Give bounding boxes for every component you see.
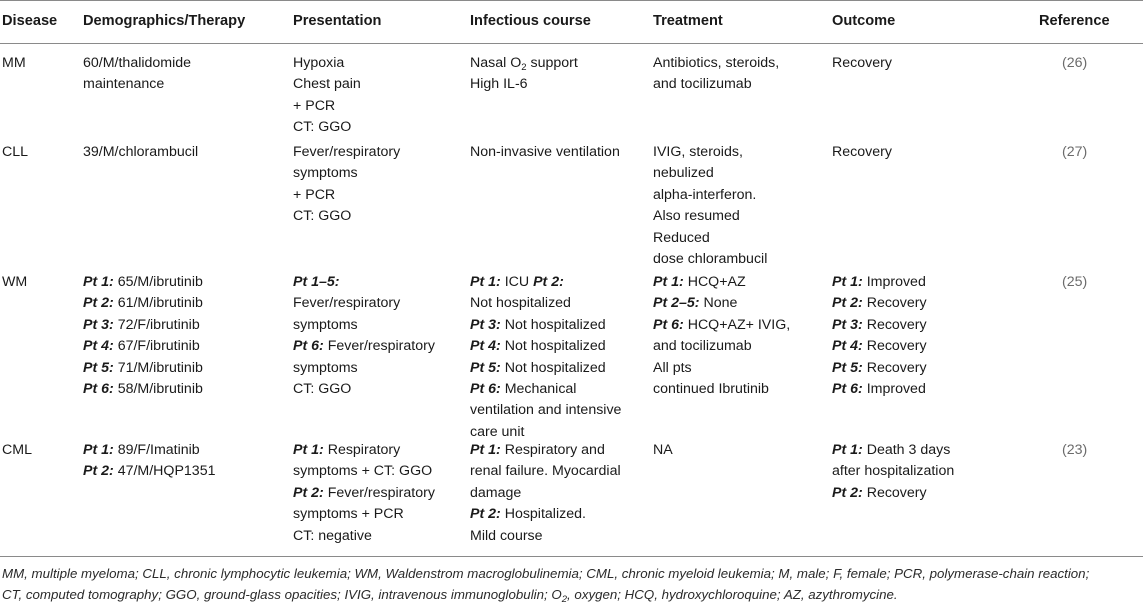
- patient-label: Pt 3:: [832, 316, 863, 333]
- cell-line: [83, 53, 191, 74]
- cell-line: [293, 117, 361, 138]
- cell-line: [653, 358, 790, 379]
- cell-line: [832, 379, 927, 400]
- patient-label: Pt 1:: [832, 442, 863, 458]
- patient-label: Pt 3:: [470, 316, 501, 333]
- header-infectious-course: Infectious course: [470, 13, 591, 29]
- cell-line: [83, 293, 203, 314]
- cell-text: maintenance: [83, 76, 165, 93]
- cell-line: [293, 272, 435, 293]
- table-cell-presentation: [293, 272, 435, 400]
- cell-text: 2: [521, 62, 527, 73]
- cell-line: [83, 440, 215, 461]
- table-cell-course: [470, 272, 621, 443]
- patient-label: Pt 2:: [832, 295, 863, 312]
- cell-text: damage: [470, 484, 522, 501]
- cell-line: [470, 315, 621, 336]
- cell-line: [83, 142, 198, 163]
- patient-label: Pt 2:: [533, 274, 564, 290]
- cell-text: CT: negative: [293, 527, 372, 544]
- cell-text: ventilation and intensive: [470, 402, 622, 419]
- patient-label: Pt 4:: [832, 338, 863, 355]
- cell-text: CT: GGO: [293, 381, 352, 398]
- cell-line: [470, 504, 621, 525]
- patient-label: Pt 6:: [832, 381, 863, 398]
- cell-text: 71/M/ibrutinib: [113, 359, 203, 376]
- cell-text: Not hospitalized: [470, 295, 571, 312]
- table-cell-outcome: [832, 440, 954, 504]
- cell-line: [470, 74, 578, 95]
- header-reference: Reference: [1039, 13, 1110, 29]
- cell-line: [293, 74, 361, 95]
- cell-line: [470, 293, 621, 314]
- cell-text: Not hospitalized: [500, 316, 606, 333]
- cell-text: and tocilizumab: [653, 338, 752, 355]
- cell-line: [293, 53, 361, 74]
- cell-text: Fever/respiratory: [323, 484, 435, 501]
- cell-text: nebulized: [653, 165, 714, 182]
- cell-line: [470, 336, 621, 357]
- cell-text: High IL-6: [470, 76, 528, 93]
- cell-text: Non-invasive ventilation: [470, 144, 620, 160]
- cell-line: [832, 142, 892, 163]
- cell-line: [653, 336, 790, 357]
- cell-line: [293, 379, 435, 400]
- cell-text: CT: GGO: [293, 119, 352, 136]
- cell-line: [293, 526, 435, 547]
- cell-text: Death 3 days: [862, 442, 951, 458]
- cell-line: [653, 440, 673, 461]
- cell-text: Fever/respiratory: [293, 144, 401, 160]
- cell-line: [293, 293, 435, 314]
- cell-text: Improved: [862, 274, 926, 290]
- cell-line: [83, 461, 215, 482]
- cell-line: [653, 53, 779, 74]
- cell-line: [832, 315, 927, 336]
- cell-line: [832, 440, 954, 461]
- cell-line: [653, 142, 767, 163]
- cell-text: 58/M/ibrutinib: [113, 381, 203, 398]
- cell-line: [293, 142, 400, 163]
- table-cell-demographics: [83, 440, 215, 483]
- table-cell-reference: (25): [1062, 274, 1088, 290]
- cell-line: [470, 440, 621, 461]
- cell-line: [83, 379, 203, 400]
- table-cell-demographics: [83, 272, 203, 400]
- cell-line: [832, 483, 954, 504]
- cell-text: continued Ibrutinib: [653, 381, 769, 398]
- cell-text: symptoms: [293, 165, 358, 182]
- cell-line: [653, 272, 790, 293]
- patient-label: Pt 3:: [83, 316, 114, 333]
- cell-text: Hypoxia: [293, 55, 345, 71]
- cell-line: [83, 336, 203, 357]
- cell-line: [83, 315, 203, 336]
- cell-line: [293, 504, 435, 525]
- cell-text: Respiratory: [323, 442, 401, 458]
- cell-line: [293, 163, 400, 184]
- patient-label: Pt 2:: [83, 463, 114, 480]
- table-cell-outcome: [832, 272, 927, 400]
- table-cell-presentation: [293, 440, 435, 547]
- patient-label: Pt 1:: [470, 442, 501, 458]
- cell-line: [470, 53, 578, 74]
- cell-text: Not hospitalized: [500, 338, 606, 355]
- patient-label: Pt 6:: [470, 381, 501, 398]
- cell-text: Recovery: [862, 338, 927, 355]
- table-cell-disease: WM: [2, 274, 28, 290]
- patient-label: Pt 2:: [293, 484, 324, 501]
- cell-text: Recovery: [862, 359, 927, 376]
- cell-line: [832, 358, 927, 379]
- cell-text: 65/M/ibrutinib: [113, 274, 203, 290]
- header-outcome: Outcome: [832, 13, 896, 29]
- cell-text: NA: [653, 442, 673, 458]
- cell-text: Not hospitalized: [500, 359, 606, 376]
- header-presentation: Presentation: [293, 13, 382, 29]
- cell-line: [293, 315, 435, 336]
- header-rule: [0, 43, 1143, 44]
- cell-line: [293, 461, 435, 482]
- table-cell-treatment: [653, 440, 673, 461]
- footnote-line-2: CT, computed tomography; GGO, ground-glass opacities; IVIG, intravenous immunoglobulin; $O_2$, oxygen; HCQ, hydroxychloroquine; AZ, azythromycine.: [2, 587, 898, 605]
- patient-label: Pt 2:: [470, 506, 501, 523]
- cell-text: 47/M/HQP1351: [113, 463, 216, 480]
- cell-line: [832, 53, 892, 74]
- patient-label: Pt 2:: [83, 295, 114, 312]
- cell-text: Reduced: [653, 229, 710, 246]
- cell-text: Fever/respiratory: [323, 338, 435, 355]
- cell-text: Antibiotics, steroids,: [653, 55, 780, 71]
- cell-text: symptoms: [293, 316, 358, 333]
- header-treatment: Treatment: [653, 13, 723, 29]
- cell-text: Also resumed: [653, 208, 740, 225]
- cell-line: [470, 379, 621, 400]
- top-rule: [0, 0, 1143, 1]
- table-cell-course: [470, 53, 578, 96]
- table-cell-course: [470, 440, 621, 547]
- cell-line: [83, 74, 191, 95]
- table-cell-treatment: [653, 272, 790, 400]
- cell-line: [653, 249, 767, 270]
- cell-text: 67/F/ibrutinib: [113, 338, 200, 355]
- cell-text: 89/F/Imatinib: [113, 442, 200, 458]
- cell-text: renal failure. Myocardial: [470, 463, 621, 480]
- cell-line: [653, 163, 767, 184]
- patient-label: Pt 6:: [83, 381, 114, 398]
- table-cell-demographics: [83, 142, 198, 163]
- cell-text: 72/F/ibrutinib: [113, 316, 200, 333]
- cell-text: symptoms: [293, 359, 358, 376]
- cell-line: [293, 358, 435, 379]
- cell-text: Recovery: [862, 295, 927, 312]
- patient-label: Pt 1:: [83, 274, 114, 290]
- cell-line: [653, 315, 790, 336]
- cell-text: Fever/respiratory: [293, 295, 401, 312]
- table-cell-treatment: [653, 53, 779, 96]
- table-cell-presentation: [293, 142, 400, 228]
- cell-text: + PCR: [293, 97, 336, 114]
- cell-line: [470, 483, 621, 504]
- cell-line: [470, 526, 621, 547]
- table-cell-reference: (23): [1062, 442, 1088, 458]
- cell-text: HCQ+AZ: [683, 274, 746, 290]
- cell-text: support: [526, 55, 578, 71]
- cell-text: Recovery: [832, 55, 892, 71]
- cell-text: 60/M/thalidomide: [83, 55, 192, 71]
- cell-text: Nasal O: [470, 55, 522, 71]
- table-cell-disease: CML: [2, 442, 32, 458]
- table-cell-disease: MM: [2, 55, 26, 71]
- cell-text: Hospitalized.: [500, 506, 586, 523]
- cell-line: [293, 206, 400, 227]
- patient-label: Pt 4:: [83, 338, 114, 355]
- cell-line: [653, 185, 767, 206]
- bottom-rule: [0, 556, 1143, 557]
- cell-line: [293, 185, 400, 206]
- patient-label: Pt 2–5:: [653, 295, 700, 312]
- patient-label: Pt 6:: [653, 316, 684, 333]
- patient-label: Pt 1:: [470, 274, 501, 290]
- table-cell-demographics: [83, 53, 191, 96]
- table-cell-disease: CLL: [2, 144, 29, 160]
- cell-text: HCQ+AZ+ IVIG,: [683, 316, 791, 333]
- patient-label: Pt 1:: [832, 274, 863, 290]
- patient-label: Pt 5:: [470, 359, 501, 376]
- cell-line: [653, 293, 790, 314]
- cell-text: 61/M/ibrutinib: [113, 295, 203, 312]
- cell-line: [832, 293, 927, 314]
- cell-text: Mechanical: [500, 381, 577, 398]
- table-footnote: [2, 563, 1142, 605]
- patient-label: Pt 1:: [293, 442, 324, 458]
- patient-label: Pt 5:: [83, 359, 114, 376]
- cell-text: ICU: [500, 274, 534, 290]
- table-cell-treatment: [653, 142, 767, 270]
- cell-text: symptoms + CT: GGO: [293, 463, 433, 480]
- cell-text: Improved: [862, 381, 926, 398]
- footnote-line-1: MM, multiple myeloma; CLL, chronic lymphocytic leukemia; WM, Waldenstrom macroglobulinemia; CML, chronic myeloid leukemia; M, male; F, female; PCR, polymerase-chain reaction;: [2, 566, 1090, 581]
- cell-text: Chest pain: [293, 76, 361, 93]
- cell-line: [293, 96, 361, 117]
- table-cell-course: [470, 142, 620, 163]
- cell-line: [653, 206, 767, 227]
- cell-line: [653, 228, 767, 249]
- cell-line: [83, 358, 203, 379]
- patient-label: Pt 2:: [832, 484, 863, 501]
- table-cell-outcome: [832, 142, 892, 163]
- patient-label: Pt 6:: [293, 338, 324, 355]
- header-demographics: Demographics/Therapy: [83, 13, 246, 29]
- cell-line: [293, 483, 435, 504]
- cell-line: [832, 336, 927, 357]
- table-cell-presentation: [293, 53, 361, 139]
- cell-text: + PCR: [293, 186, 336, 203]
- cell-text: All pts: [653, 359, 692, 376]
- cell-text: 39/M/chlorambucil: [83, 144, 199, 160]
- table-cell-reference: (27): [1062, 144, 1088, 160]
- cell-text: Recovery: [832, 144, 892, 160]
- cell-text: and tocilizumab: [653, 76, 752, 93]
- cell-line: [293, 440, 435, 461]
- cell-line: [653, 379, 790, 400]
- cell-line: [293, 336, 435, 357]
- cell-text: Respiratory and: [500, 442, 605, 458]
- cell-line: [470, 461, 621, 482]
- cell-text: after hospitalization: [832, 463, 955, 480]
- cell-text: care unit: [470, 423, 525, 440]
- cell-line: [470, 272, 621, 293]
- cell-line: [470, 400, 621, 421]
- cell-text: Recovery: [862, 316, 927, 333]
- patient-label: Pt 5:: [832, 359, 863, 376]
- cell-line: [832, 272, 927, 293]
- table-cell-outcome: [832, 53, 892, 74]
- cell-text: symptoms + PCR: [293, 506, 404, 523]
- cell-text: Mild course: [470, 527, 543, 544]
- cell-line: [653, 74, 779, 95]
- cell-text: dose chlorambucil: [653, 251, 768, 268]
- patient-label: Pt 1:: [653, 274, 684, 290]
- cell-text: IVIG, steroids,: [653, 144, 743, 160]
- cell-text: Recovery: [862, 484, 927, 501]
- cell-line: [470, 142, 620, 163]
- patient-label: Pt 1:: [83, 442, 114, 458]
- cell-text: alpha-interferon.: [653, 186, 757, 203]
- header-disease: Disease: [2, 13, 58, 29]
- patient-label: Pt 1–5:: [293, 274, 340, 290]
- cell-text: None: [699, 295, 738, 312]
- table-cell-reference: (26): [1062, 55, 1088, 71]
- cell-line: [83, 272, 203, 293]
- cell-line: [470, 358, 621, 379]
- cell-text: CT: GGO: [293, 208, 352, 225]
- cell-line: [832, 461, 954, 482]
- patient-label: Pt 4:: [470, 338, 501, 355]
